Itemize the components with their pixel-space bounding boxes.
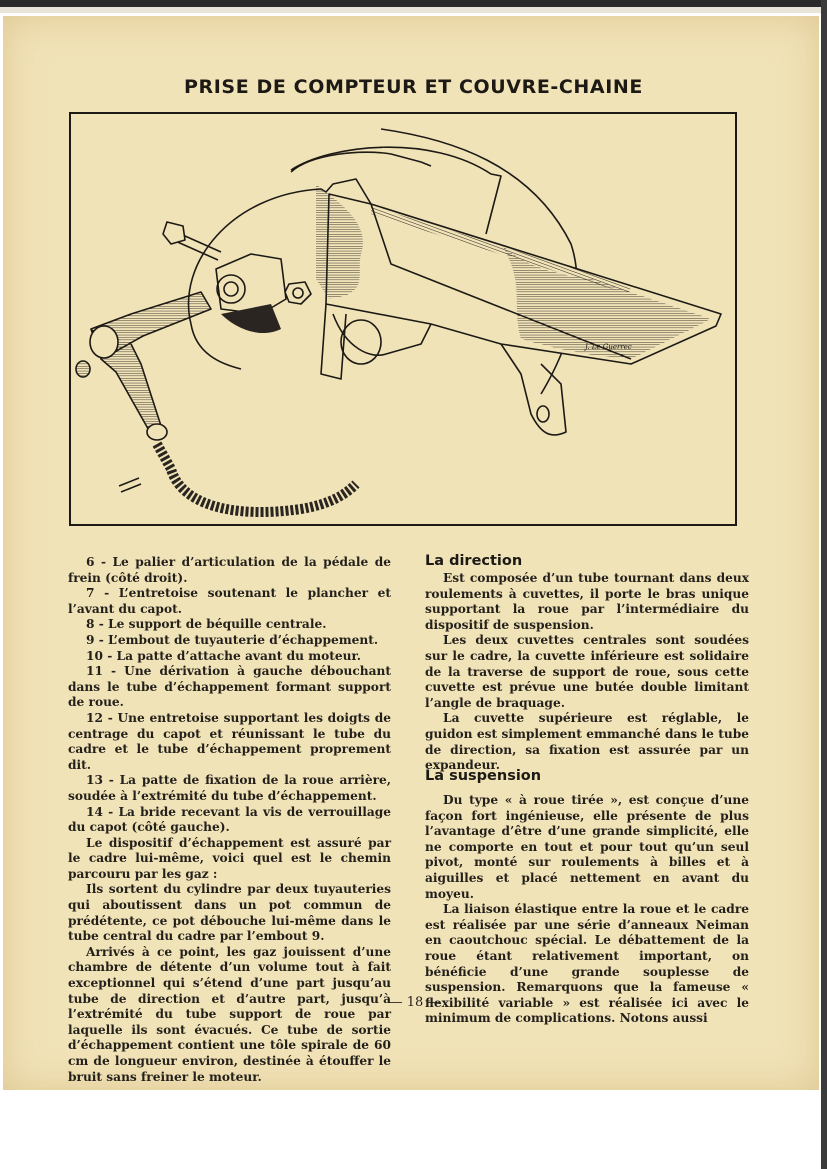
right-column-direction	[425, 571, 749, 774]
speedometer-cable	[157, 444, 356, 512]
paragraph: Le dispositif d’échappement est assuré par le cadre lui-même, voici quel est le chemin parcouru par les gaz :	[68, 835, 391, 881]
illustrator-signature: J. Le Guerrec	[585, 343, 632, 351]
paragraph: Du type « à roue tirée », est conçue d’une façon fort ingénieuse, elle présente de plus l’avantage d’être d’une grande simplicité, elle ne comporte en tout et pour tout qu’un seul pivot, monté sur roulements à billes et à aiguilles et placé nettement en avant du moyeu.	[425, 793, 749, 901]
paragraph: Les deux cuvettes centrales sont soudées sur le cadre, la cuvette inférieure est solidaire de la traverse de support de roue, sous cette cuvette est prévue une butée double limitant l’angle de braquage.	[425, 633, 749, 710]
paragraph: 14 - La bride recevant la vis de verrouillage du capot (côté gauche).	[68, 804, 391, 835]
paragraph: 11 - Une dérivation à gauche débouchant dans le tube d’échappement formant support de roue.	[68, 664, 391, 710]
page-title: PRISE DE COMPTEUR ET COUVRE-CHAINE	[184, 76, 643, 98]
right-column-suspension	[425, 793, 749, 1027]
paragraph: La liaison élastique entre la roue et le cadre est réalisée par une série d’anneaux Neiman en caoutchouc spécial. Le débattement de la roue étant relativement important, on bénéficie d’une grande souplesse de suspension. Remarquons que la fameuse « flexibilité variable » est réalisée ici avec le minimum de complications. Notons aussi	[425, 902, 749, 1026]
paragraph: 13 - La patte de fixation de la roue arrière, soudée à l’extrémité du tube d’échappement.	[68, 773, 391, 803]
speedometer-drive-illustration	[71, 114, 735, 524]
page-number: — 18 —	[389, 995, 441, 1010]
paragraph: Est composée d’un tube tournant dans deux roulements à cuvettes, il porte le bras unique supportant la roue par l’intermédiaire du dispositif de suspension.	[425, 571, 749, 632]
scanner-margin	[0, 7, 827, 13]
small-cap	[76, 361, 90, 377]
section-heading-suspension: La suspension	[425, 768, 542, 784]
scanner-top-edge	[0, 0, 827, 7]
paragraph: La cuvette supérieure est réglable, le guidon est simplement emmanché dans le tube de direction, sa fixation est assurée par un expandeur.	[425, 711, 749, 773]
paragraph: 12 - Une entretoise supportant les doigts de centrage du capot et réunissant le tube du cadre et le tube d’échappement proprement dit.	[68, 710, 391, 772]
scanner-right-edge	[821, 0, 827, 1169]
paragraph: 9 - L’embout de tuyauterie d’échappement.	[86, 632, 379, 647]
paragraph: 7 - L’entretoise soutenant le plancher et l’avant du capot.	[68, 586, 391, 616]
paragraph: 8 - Le support de béquille centrale.	[86, 617, 327, 632]
paragraph: Ils sortent du cylindre par deux tuyauteries qui aboutissent dans un pot commun de prédétente, ce pot débouche lui-même dans le tube central du cadre par l’embout 9.	[68, 882, 391, 944]
nut	[285, 282, 311, 304]
paragraph: 10 - La patte d’attache avant du moteur.	[86, 648, 362, 663]
paragraph: 6 - Le palier d’articulation de la pédale de frein (côté droit).	[68, 555, 391, 585]
paragraph: Arrivés à ce point, les gaz jouissent d’une chambre de détente d’un volume tout à fait exceptionnel qui s’étend d’une part jusqu’au tube de direction et d’autre part, jusqu’à l’extrémité du tube support de roue par laquelle ils sont évacués. Ce tube de sortie d’échappement contient une tôle spirale de 60 cm de longueur environ, destinée à étouffer le bruit sans freiner le moteur.	[68, 944, 391, 1084]
illustration-frame	[69, 112, 737, 526]
section-heading-direction: La direction	[425, 553, 523, 569]
left-column	[68, 555, 391, 1085]
pin	[119, 478, 141, 492]
